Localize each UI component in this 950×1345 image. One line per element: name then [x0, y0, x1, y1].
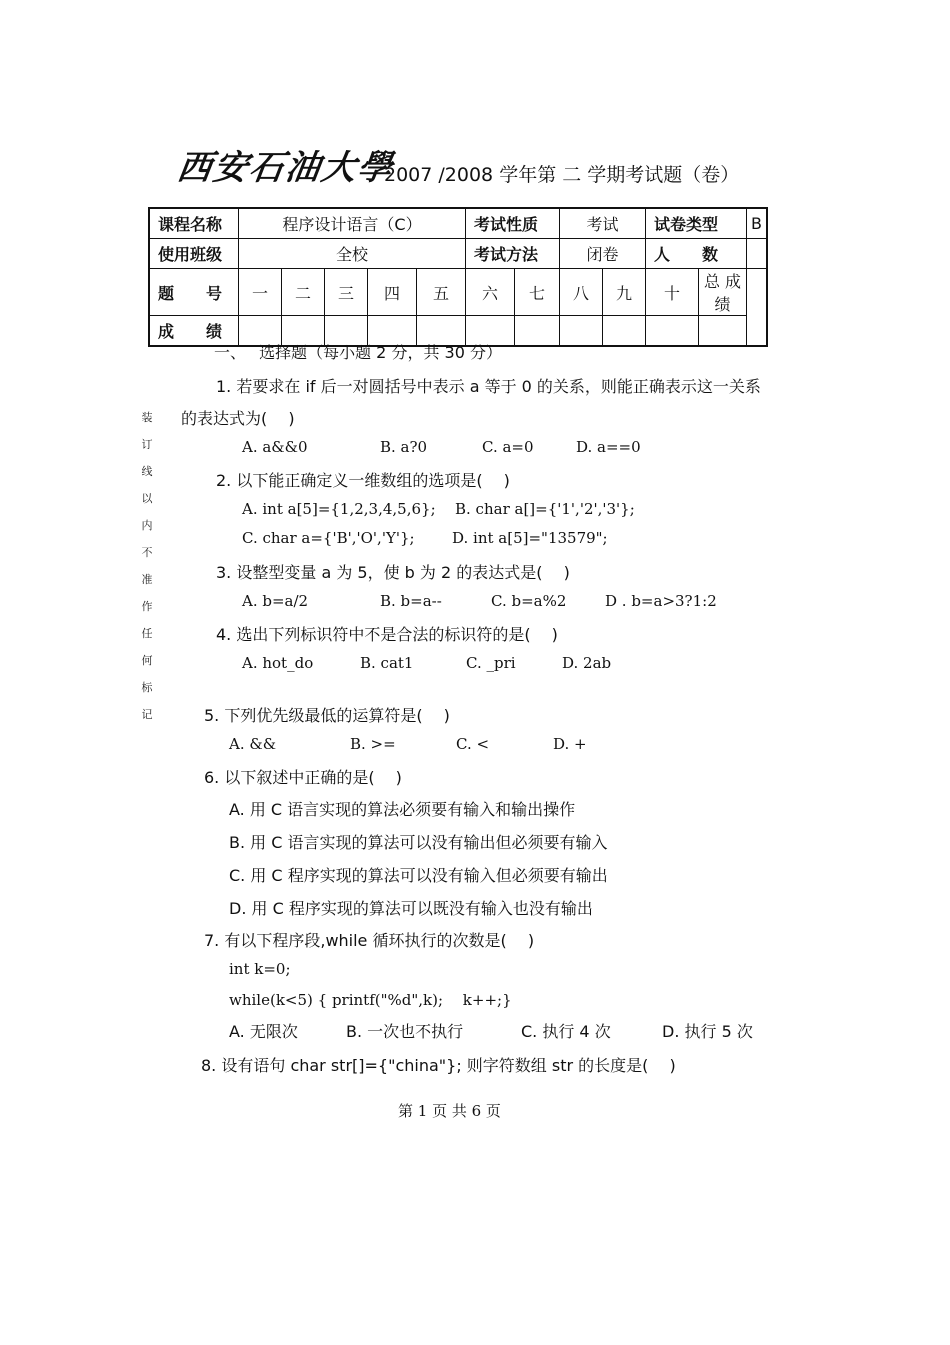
- qno-8: 八: [560, 269, 603, 316]
- exam-title: 2007 /2008 学年第 二 学期考试题（卷）: [384, 164, 740, 186]
- qno-1: 一: [239, 269, 282, 316]
- score-cell[interactable]: [603, 316, 646, 347]
- q1-line2: 的表达式为( ): [181, 409, 295, 428]
- total-label: 总 成 绩: [699, 269, 747, 316]
- q5-option-a: A. &&: [229, 735, 277, 753]
- q2-option-d: D. int a[5]="13579";: [452, 529, 608, 547]
- page-footer: 第 1 页 共 6 页: [398, 1102, 501, 1120]
- q3-option-d: D . b=a>3?1:2: [605, 592, 717, 610]
- paper-type-label: 试卷类型: [646, 208, 747, 239]
- q7-option-d: D. 执行 5 次: [662, 1022, 753, 1041]
- q7-code-line1: int k=0;: [229, 960, 291, 978]
- q7-option-a: A. 无限次: [229, 1022, 298, 1041]
- q2-option-c: C. char a={'B','O','Y'};: [242, 529, 415, 547]
- q1-option-b: B. a?0: [380, 438, 428, 456]
- qno-10: 十: [646, 269, 699, 316]
- q6-option-d: D. 用 C 程序实现的算法可以既没有输入也没有输出: [229, 899, 593, 918]
- qno-7: 七: [515, 269, 560, 316]
- q2-option-b: B. char a[]={'1','2','3'};: [455, 500, 635, 518]
- q6-option-a: A. 用 C 语言实现的算法必须要有输入和输出操作: [229, 800, 576, 819]
- paper-type-value: B: [747, 208, 767, 239]
- q7-option-c: C. 执行 4 次: [521, 1022, 611, 1041]
- q4-option-d: D. 2ab: [562, 654, 612, 672]
- q2-option-a: A. int a[5]={1,2,3,4,5,6};: [242, 500, 436, 518]
- nature-label: 考试性质: [466, 208, 560, 239]
- q1-option-c: C. a=0: [482, 438, 534, 456]
- binding-line-text: 装订线以内不准作任何标记: [141, 411, 153, 721]
- q6-option-b: B. 用 C 语言实现的算法可以没有输出但必须要有输入: [229, 833, 608, 852]
- qno-6: 六: [466, 269, 515, 316]
- qno-4: 四: [368, 269, 417, 316]
- q7-stem: 7. 有以下程序段,while 循环执行的次数是( ): [204, 931, 535, 950]
- class-value: 全校: [239, 239, 466, 269]
- q5-option-c: C. <: [456, 735, 490, 753]
- course-value: 程序设计语言（C）: [239, 208, 466, 239]
- count-value: [747, 239, 767, 269]
- q1-line1: 1. 若要求在 if 后一对圆括号中表示 a 等于 0 的关系，则能正确表示这一关系: [216, 377, 761, 396]
- q3-option-c: C. b=a%2: [491, 592, 567, 610]
- q3-stem: 3. 设整型变量 a 为 5，使 b 为 2 的表达式是( ): [216, 563, 570, 582]
- q1-option-a: A. a&&0: [242, 438, 308, 456]
- method-label: 考试方法: [466, 239, 560, 269]
- count-label: 人 数: [646, 239, 747, 269]
- q6-stem: 6. 以下叙述中正确的是( ): [204, 768, 402, 787]
- q7-option-b: B. 一次也不执行: [346, 1022, 464, 1041]
- q7-code-line2: while(k<5) { printf("%d",k); k++;}: [229, 991, 512, 1009]
- q6-option-c: C. 用 C 程序实现的算法可以没有输入但必须要有输出: [229, 866, 608, 885]
- score-cell[interactable]: [646, 316, 699, 347]
- nature-value: 考试: [560, 208, 646, 239]
- score-cell[interactable]: [515, 316, 560, 347]
- q3-option-a: A. b=a/2: [242, 592, 309, 610]
- university-logo: 西安石油大學: [174, 148, 397, 188]
- qno-9: 九: [603, 269, 646, 316]
- qno-5: 五: [417, 269, 466, 316]
- class-label: 使用班级: [149, 239, 239, 269]
- exam-info-table: [148, 207, 768, 347]
- section-title: 一、 选择题（每小题 2 分，共 30 分）: [214, 343, 502, 362]
- qno-3: 三: [325, 269, 368, 316]
- question-no-label: 题 号: [149, 269, 239, 316]
- q3-option-b: B. b=a--: [380, 592, 442, 610]
- q5-stem: 5. 下列优先级最低的运算符是( ): [204, 706, 450, 725]
- q4-stem: 4. 选出下列标识符中不是合法的标识符的是( ): [216, 625, 558, 644]
- qno-2: 二: [282, 269, 325, 316]
- q4-option-a: A. hot_do: [242, 654, 314, 672]
- q8-stem: 8. 设有语句 char str[]={"china"}; 则字符数组 str 的长度是( ): [201, 1056, 676, 1075]
- q5-option-d: D. +: [553, 735, 587, 753]
- course-label: 课程名称: [149, 208, 239, 239]
- score-label: 成 绩: [149, 316, 239, 347]
- method-value: 闭卷: [560, 239, 646, 269]
- q5-option-b: B. >=: [350, 735, 396, 753]
- q2-stem: 2. 以下能正确定义一维数组的选项是( ): [216, 471, 510, 490]
- q1-option-d: D. a==0: [576, 438, 641, 456]
- total-score-cell[interactable]: [699, 316, 747, 347]
- score-cell[interactable]: [560, 316, 603, 347]
- q4-option-b: B. cat1: [360, 654, 414, 672]
- q4-option-c: C. _pri: [466, 654, 516, 672]
